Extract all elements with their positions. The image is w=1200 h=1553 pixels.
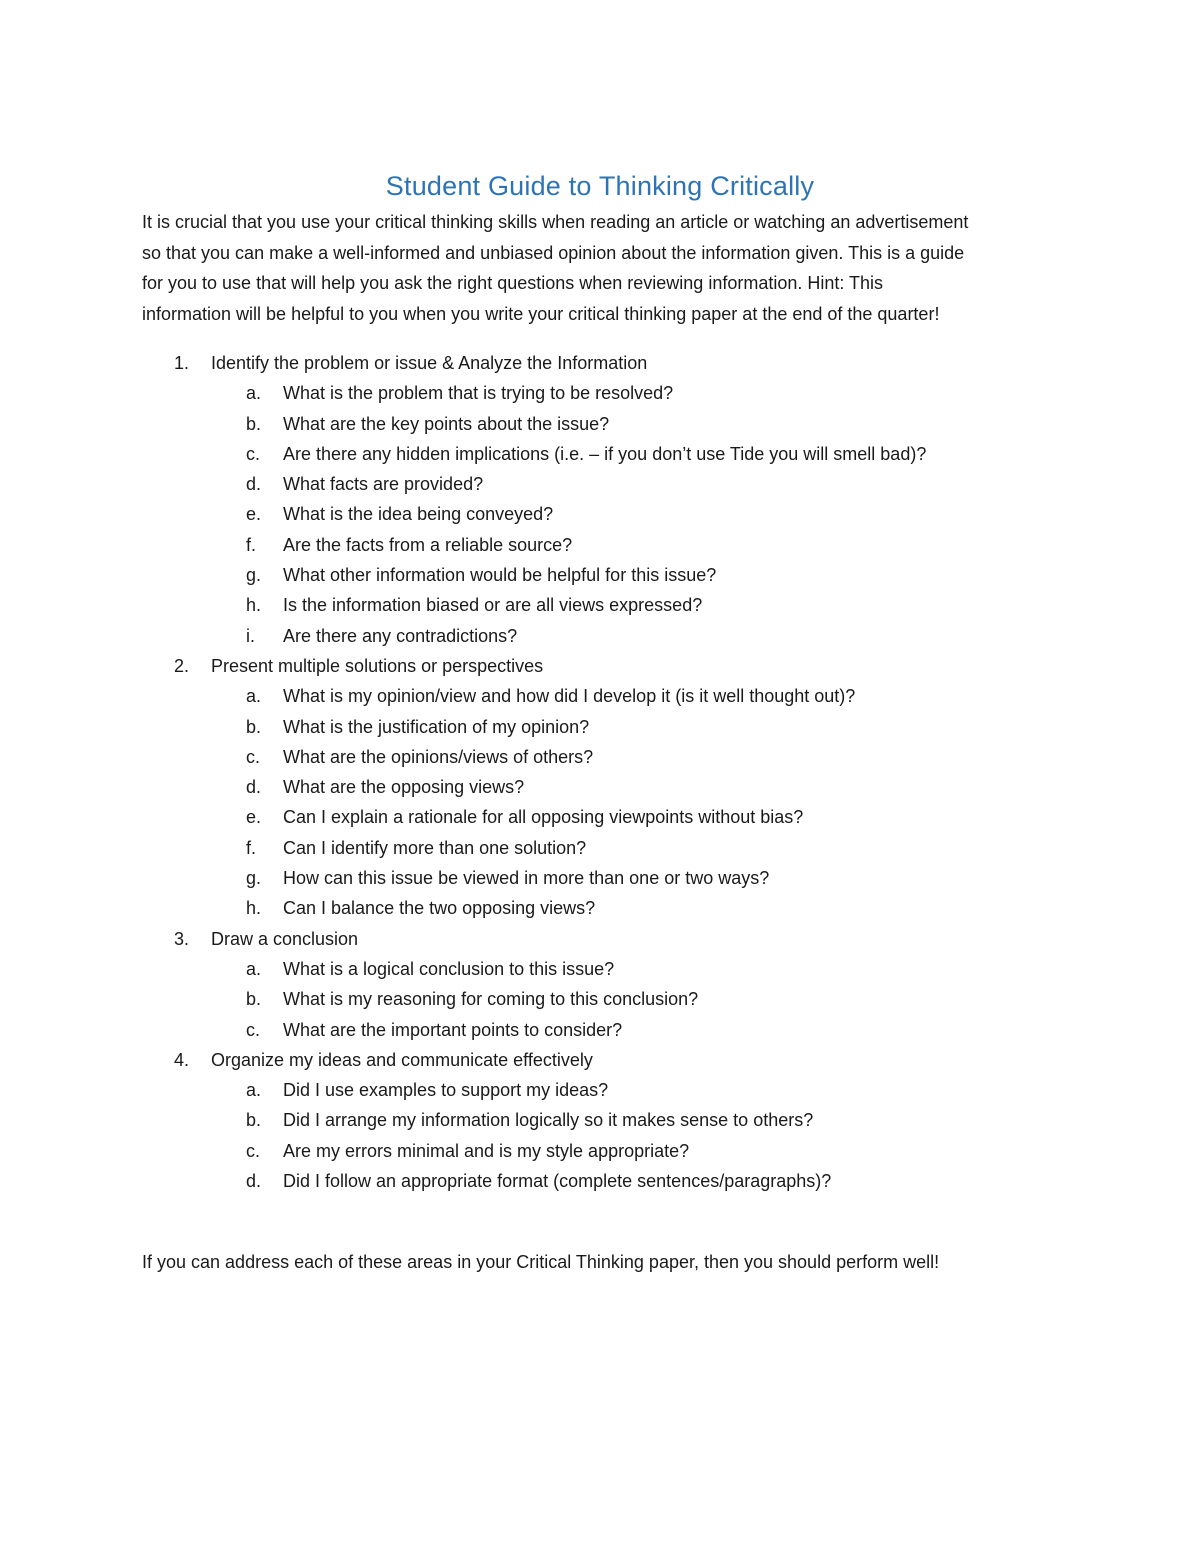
question-text: Can I explain a rationale for all opposing viewpoints without bias? [283, 807, 804, 828]
question-outline [0, 348, 1200, 1196]
question-item [0, 1105, 1200, 1135]
question-item [0, 833, 1200, 863]
question-item [0, 772, 1200, 802]
section-number: 2. [174, 655, 190, 676]
section-heading-text: Organize my ideas and communicate effectively [211, 1049, 593, 1070]
question-letter: c. [246, 443, 261, 464]
question-item [0, 984, 1200, 1014]
question-text: How can this issue be viewed in more than one or two ways? [283, 868, 770, 889]
section-heading [0, 348, 1200, 378]
question-letter: a. [246, 958, 262, 979]
question-item [0, 1136, 1200, 1166]
question-letter: d. [246, 474, 262, 495]
question-text: What are the opinions/views of others? [283, 746, 594, 767]
question-text: Are there any hidden implications (i.e. – if you don’t use Tide you will smell bad)? [283, 443, 927, 464]
question-letter: e. [246, 807, 262, 828]
intro-line: for you to use that will help you ask the right questions when reviewing information. Hint: This [142, 273, 884, 293]
question-text: Is the information biased or are all views expressed? [283, 595, 703, 616]
question-letter: a. [246, 383, 262, 404]
question-letter: a. [246, 1080, 262, 1101]
question-item [0, 802, 1200, 832]
question-text: Are the facts from a reliable source? [283, 534, 573, 555]
question-item [0, 409, 1200, 439]
question-letter: c. [246, 1140, 261, 1161]
question-text: Did I use examples to support my ideas? [283, 1080, 609, 1101]
intro-line: It is crucial that you use your critical thinking skills when reading an article or watching an advertisement [142, 212, 969, 232]
question-letter: g. [246, 565, 262, 586]
question-item [0, 439, 1200, 469]
question-item [0, 590, 1200, 620]
question-text: Are my errors minimal and is my style appropriate? [283, 1140, 690, 1161]
section-heading [0, 651, 1200, 681]
question-letter: e. [246, 504, 262, 525]
question-letter: d. [246, 1171, 262, 1192]
question-text: Did I arrange my information logically so it makes sense to others? [283, 1110, 814, 1131]
question-letter: a. [246, 686, 262, 707]
question-item [0, 499, 1200, 529]
intro-line: so that you can make a well-informed and unbiased opinion about the information given. This is a guide [142, 242, 965, 263]
question-letter: b. [246, 716, 262, 737]
question-letter: g. [246, 868, 262, 889]
question-letter: f. [246, 534, 257, 555]
section-heading-text: Draw a conclusion [211, 928, 359, 949]
question-item [0, 1075, 1200, 1105]
question-letter: b. [246, 413, 262, 434]
question-item [0, 863, 1200, 893]
question-item [0, 712, 1200, 742]
section-heading [0, 1045, 1200, 1075]
question-text: What is the justification of my opinion? [283, 716, 590, 737]
question-letter: c. [246, 746, 261, 767]
question-text: What are the opposing views? [283, 777, 525, 798]
question-item [0, 742, 1200, 772]
question-text: Can I identify more than one solution? [283, 837, 587, 858]
question-letter: h. [246, 595, 262, 616]
section-number: 3. [174, 928, 190, 949]
question-text: What is my opinion/view and how did I develop it (is it well thought out)? [283, 686, 856, 707]
document-title: Student Guide to Thinking Critically [385, 171, 815, 201]
question-item [0, 1015, 1200, 1045]
question-letter: d. [246, 777, 262, 798]
question-text: What other information would be helpful for this issue? [283, 565, 717, 586]
question-item [0, 469, 1200, 499]
question-letter: b. [246, 989, 262, 1010]
question-letter: c. [246, 1019, 261, 1040]
question-letter: f. [246, 837, 257, 858]
section-heading [0, 924, 1200, 954]
question-item [0, 893, 1200, 923]
question-text: Can I balance the two opposing views? [283, 898, 596, 919]
section-number: 1. [174, 353, 190, 373]
question-letter: b. [246, 1110, 262, 1131]
closing-statement: If you can address each of these areas in your Critical Thinking paper, then you should perform well! [142, 1252, 940, 1272]
question-text: What facts are provided? [283, 474, 484, 495]
question-text: What is the problem that is trying to be resolved? [283, 383, 674, 404]
section-heading-text: Identify the problem or issue & Analyze the Information [211, 353, 648, 373]
question-text: Did I follow an appropriate format (complete sentences/paragraphs)? [283, 1171, 832, 1192]
question-item [0, 681, 1200, 711]
question-item [0, 1166, 1200, 1196]
question-item [0, 954, 1200, 984]
question-item [0, 621, 1200, 651]
question-text: What are the important points to consider? [283, 1019, 623, 1040]
question-item [0, 530, 1200, 560]
question-item [0, 560, 1200, 590]
intro-paragraph [142, 207, 1062, 329]
question-text: What is the idea being conveyed? [283, 504, 554, 525]
intro-line: information will be helpful to you when you write your critical thinking paper at the end of the quarter! [142, 303, 940, 324]
question-text: What is my reasoning for coming to this conclusion? [283, 989, 699, 1010]
question-item [0, 378, 1200, 408]
question-text: What is a logical conclusion to this issue? [283, 958, 615, 979]
section-number: 4. [174, 1049, 190, 1070]
question-text: What are the key points about the issue? [283, 413, 610, 434]
question-text: Are there any contradictions? [283, 625, 518, 646]
section-heading-text: Present multiple solutions or perspectives [211, 655, 544, 676]
question-letter: h. [246, 898, 262, 919]
question-letter: i. [246, 625, 255, 646]
